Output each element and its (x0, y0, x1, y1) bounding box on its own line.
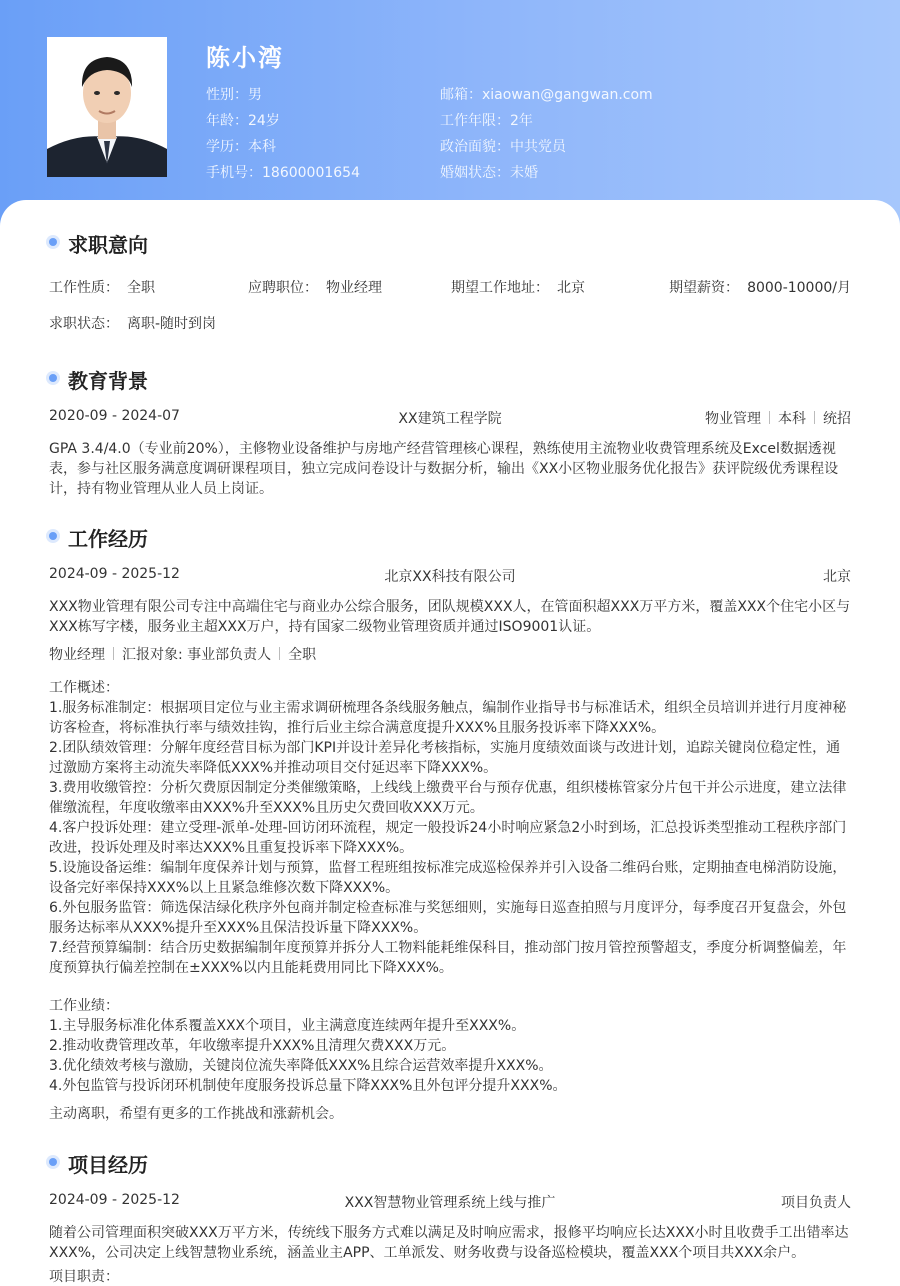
education-info: 学历：本科 (206, 139, 276, 155)
phone-info: 手机号：18600001654 (206, 165, 360, 181)
education-date: 2020-09 - 2024-07 (49, 408, 180, 424)
section-title-project: 项目经历 (49, 1149, 148, 1178)
divider (814, 411, 815, 424)
intent-type: 工作性质： 全职 (49, 280, 155, 296)
education-tags: 物业管理 本科 统招 (705, 411, 851, 427)
profile-photo (47, 37, 167, 177)
divider (113, 647, 114, 660)
work-tags: 物业经理 汇报对象: 事业部负责人 全职 (49, 647, 317, 663)
work-overview: 工作概述： 1.服务标准制定：根据项目定位与业主需求调研梳理各条线服务触点，编制作业指导书与标准话术，组织全员培训并进行月度神秘 访客检查，将标准执行率与绩效挂钩，推行后业主综合满意度提升XXX%且服务投诉率下降XXX%。 2.团队绩效管理：分解年度经营目标为部门KPI并设计差异化考核指标，实施月度绩效面谈与改进计划，追踪关键岗位稳定性，通 过激励方案将主动流失率降低XXX%并推动项目交付延迟率下降XXX%。 3.费用收缴管控：分析欠费原因制定分类催缴策略，上线线上缴费平台与预存优惠，组织楼栋管家分片包干并公示进度，建立法律 催缴流程，年度收缴率由XXX%升至XXX%且历史欠费回收XXX万元。 4.客户投诉处理：建立受理-派单-处理-回访闭环流程，规定一般投诉24小时响应紧急2小时到场，汇总投诉类型推动工程秩序部门 改进，投诉处理及时率达XXX%且重复投诉率下降XXX%。 5.设施设备运维：编制年度保养计划与预算，监督工程班组按标准完成巡检保养并引入设备二维码台账，定期抽查电梯消防设施， 设备完好率保持XXX%以上且紧急维修次数下降XXX%。 6.外包服务监管：筛选保洁绿化秩序外包商并制定检查标准与奖惩细则，实施每日巡查拍照与月度评分，每季度召开复盘会，外包 服务达标率从XXX%提升至XXX%且保洁投诉量下降XXX%。 7.经营预算编制：结合历史数据编制年度预算并拆分人工物料能耗维保科目，推动部门按月管控预警超支，季度分析调整偏差，年 度预算执行偏差控制在±XXX%以内且能耗费用同比下降XXX%。 (49, 680, 847, 976)
work-city: 北京 (823, 569, 851, 585)
work-company: 北京XX科技有限公司 (384, 569, 516, 585)
education-description: GPA 3.4/4.0（专业前20%），主修物业设备维护与房地产经营管理核心课程，熟练使用主流物业收费管理系统及Excel数据透视 表，参与社区服务满意度调研课程项目，独立完成问卷设计与数据分析，输出《XX小区物业服务优化报告》获评院级优秀课程设 计，持有物业管理从业人员上岗证。 (49, 441, 839, 497)
work-date: 2024-09 - 2025-12 (49, 566, 180, 582)
project-name: XXX智慧物业管理系统上线与推广 (344, 1195, 556, 1211)
intent-location: 期望工作地址： 北京 (451, 280, 585, 296)
divider (769, 411, 770, 424)
education-school: XX建筑工程学院 (398, 411, 502, 427)
project-description: 随着公司管理面积突破XXX万平方米，传统线下服务方式难以满足及时响应需求，报修平均响应长达XXX小时且收费手工出错率达 XXX%，公司决定上线智慧物业系统，涵盖业主APP、工单派发、财务收费与设备巡检模块，覆盖XXX个项目共XXX余户。 (49, 1225, 849, 1261)
company-description: XXX物业管理有限公司专注中高端住宅与商业办公综合服务，团队规模XXX人，在管面积超XXX万平方米，覆盖XXX个住宅小区与 XXX栋写字楼，服务业主超XXX万户，持有国家二级物业管理资质并通过ISO9001认证。 (49, 599, 851, 635)
email-info: 邮箱：xiaowan@gangwan.com (440, 87, 653, 103)
project-role: 项目负责人 (781, 1195, 851, 1211)
leave-reason: 主动离职，希望有更多的工作挑战和涨薪机会。 (49, 1106, 343, 1122)
section-title-intent: 求职意向 (49, 229, 148, 258)
political-info: 政治面貌：中共党员 (440, 139, 566, 155)
section-title-education: 教育背景 (49, 365, 148, 394)
project-duties-label: 项目职责： (49, 1269, 119, 1285)
age-info: 年龄：24岁 (206, 113, 280, 129)
marital-info: 婚姻状态：未婚 (440, 165, 538, 181)
work-achievements: 工作业绩： 1.主导服务标准化体系覆盖XXX个项目，业主满意度连续两年提升至XXX%。 2.推动收费管理改革，年收缴率提升XXX%且清理欠费XXX万元。 3.优化绩效考核与激励，关键岗位流失率降低XXX%且综合运营效率提升XXX%。 4.外包监管与投诉闭环机制使年度服务投诉总量下降XXX%且外包评分提升XXX%。 (49, 998, 567, 1094)
project-date: 2024-09 - 2025-12 (49, 1192, 180, 1208)
divider (279, 647, 280, 660)
intent-status: 求职状态： 离职-随时到岗 (49, 316, 217, 332)
section-dot-icon (49, 1158, 57, 1166)
intent-position: 应聘职位： 物业经理 (248, 280, 382, 296)
section-dot-icon (49, 238, 57, 246)
candidate-name: 陈小湾 (206, 44, 284, 72)
section-dot-icon (49, 532, 57, 540)
section-dot-icon (49, 374, 57, 382)
gender-info: 性别：男 (206, 87, 262, 103)
section-title-work: 工作经历 (49, 523, 148, 552)
work-years-info: 工作年限：2年 (440, 113, 533, 129)
intent-salary: 期望薪资： 8000-10000/月 (669, 280, 851, 296)
